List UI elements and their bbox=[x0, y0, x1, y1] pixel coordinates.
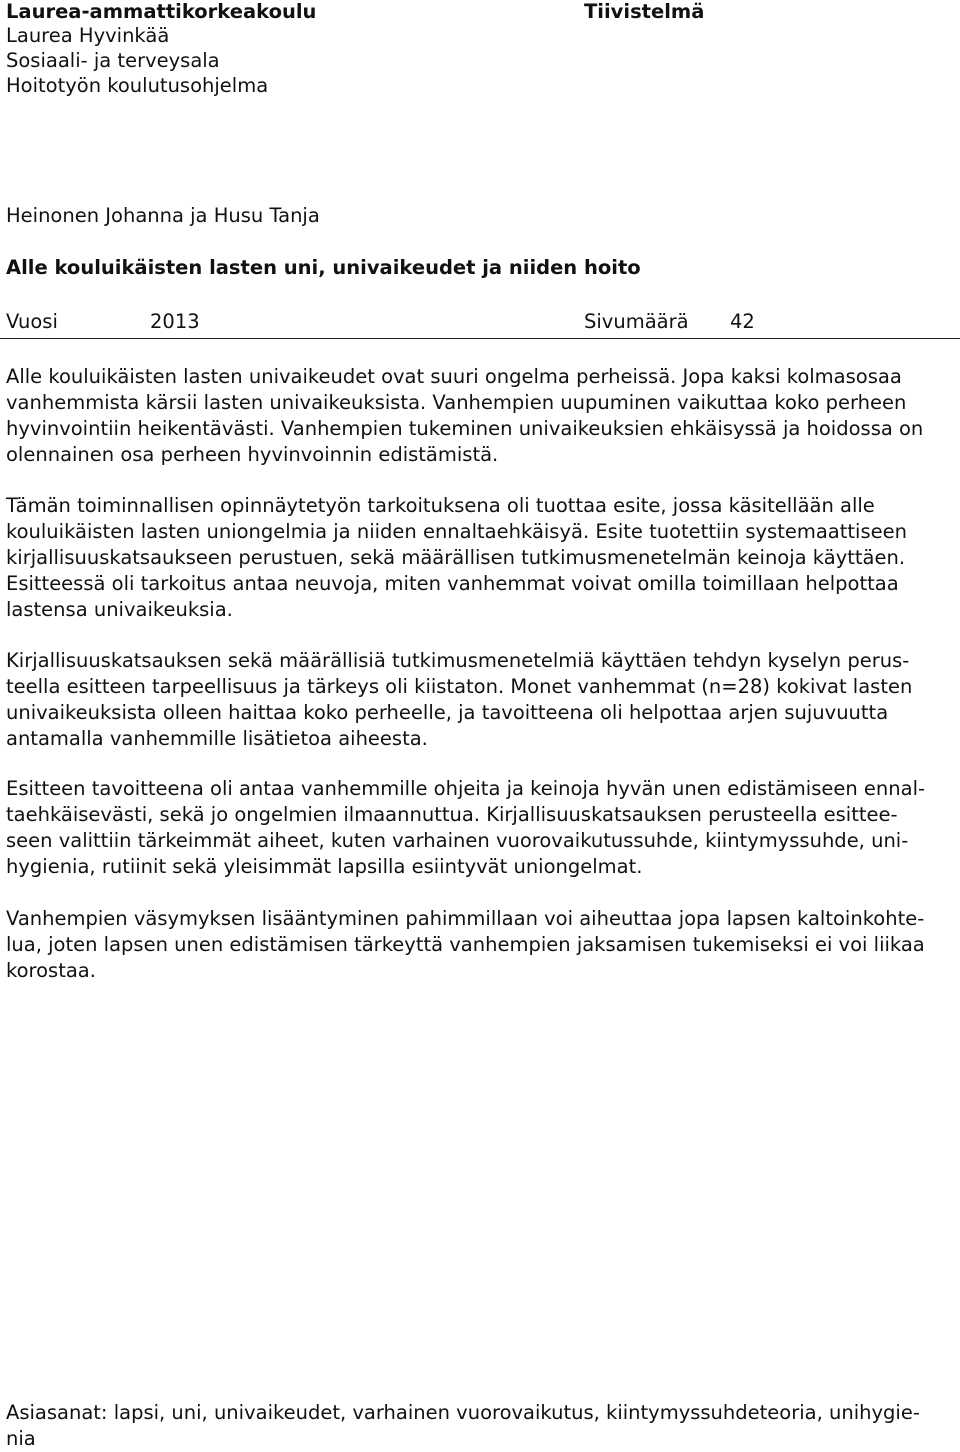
text-line: vanhemmista kärsii lasten univaikeuksista. Vanhempien uupuminen vaikuttaa koko perheen bbox=[6, 391, 907, 414]
text-line: kirjallisuuskatsaukseen perustuen, sekä määrällisen tutkimusmenetelmän keinoja käyttäen. bbox=[6, 546, 906, 569]
text-line: Alle kouluikäisten lasten univaikeudet ovat suuri ongelma perheissä. Jopa kaksi kolmasosaa bbox=[6, 365, 902, 388]
keywords-line: nia bbox=[6, 1427, 36, 1450]
text-line: Vanhempien väsymyksen lisääntyminen pahimmillaan voi aiheuttaa jopa lapsen kaltoinkohte- bbox=[6, 907, 925, 930]
programme-name: Hoitotyön koulutusohjelma bbox=[6, 74, 269, 97]
keywords bbox=[6, 1400, 956, 1452]
abstract-paragraph-5 bbox=[6, 906, 956, 984]
year-value: 2013 bbox=[150, 310, 200, 333]
text-line: Esitteen tavoitteena oli antaa vanhemmille ohjeita ja keinoja hyvän unen edistämiseen ennal- bbox=[6, 777, 926, 800]
abstract-paragraph-3 bbox=[6, 648, 956, 752]
pages-value: 42 bbox=[730, 310, 755, 333]
authors: Heinonen Johanna ja Husu Tanja bbox=[6, 204, 320, 227]
text-line: taehkäisevästi, sekä jo ongelmien ilmaannuttua. Kirjallisuuskatsauksen perusteella esittee- bbox=[6, 803, 898, 826]
abstract-paragraph-1 bbox=[6, 364, 956, 468]
text-line: kouluikäisten lasten uniongelmia ja niiden ennaltaehkäisyä. Esite tuotettiin systemaattiseen bbox=[6, 520, 907, 543]
year-label: Vuosi bbox=[6, 310, 58, 333]
thesis-title: Alle kouluikäisten lasten uni, univaikeudet ja niiden hoito bbox=[6, 256, 641, 279]
text-line: Esitteessä oli tarkoitus antaa neuvoja, miten vanhemmat voivat omilla toimillaan helpottaa bbox=[6, 572, 899, 595]
text-line: univaikeuksista olleen haittaa koko perheelle, ja tavoitteena oli helpottaa arjen sujuvuutta bbox=[6, 701, 889, 724]
pages-label: Sivumäärä bbox=[584, 310, 689, 333]
campus-name: Laurea Hyvinkää bbox=[6, 24, 170, 47]
field-name: Sosiaali- ja terveysala bbox=[6, 49, 220, 72]
text-line: olennainen osa perheen hyvinvoinnin edistämistä. bbox=[6, 443, 499, 466]
text-line: seen valittiin tärkeimmät aiheet, kuten varhainen vuorovaikutussuhde, kiintymyssuhde, uni- bbox=[6, 829, 909, 852]
text-line: hygienia, rutiinit sekä yleisimmät lapsilla esiintyvät uniongelmat. bbox=[6, 855, 643, 878]
school-name: Laurea-ammattikorkeakoulu bbox=[6, 0, 317, 23]
document-type: Tiivistelmä bbox=[584, 0, 705, 23]
text-line: Tämän toiminnallisen opinnäytetyön tarkoituksena oli tuottaa esite, jossa käsitellään alle bbox=[6, 494, 875, 517]
text-line: lua, joten lapsen unen edistämisen tärkeyttä vanhempien jaksamisen tukemiseksi ei voi liikaa bbox=[6, 933, 925, 956]
text-line: Kirjallisuuskatsauksen sekä määrällisiä tutkimusmenetelmiä käyttäen tehdyn kyselyn perus- bbox=[6, 649, 910, 672]
text-line: teella esitteen tarpeellisuus ja tärkeys oli kiistaton. Monet vanhemmat (n=28) kokivat lasten bbox=[6, 675, 913, 698]
meta-row bbox=[0, 308, 960, 339]
abstract-paragraph-2 bbox=[6, 493, 956, 623]
text-line: antamalla vanhemmille lisätietoa aiheesta. bbox=[6, 727, 428, 750]
keywords-line: Asiasanat: lapsi, uni, univaikeudet, varhainen vuorovaikutus, kiintymyssuhdeteoria, unihygie- bbox=[6, 1401, 920, 1424]
text-line: hyvinvointiin heikentävästi. Vanhempien tukeminen univaikeuksien ehkäisyssä ja hoidossa on bbox=[6, 417, 924, 440]
text-line: korostaa. bbox=[6, 959, 96, 982]
abstract-paragraph-4 bbox=[6, 776, 956, 880]
text-line: lastensa univaikeuksia. bbox=[6, 598, 233, 621]
